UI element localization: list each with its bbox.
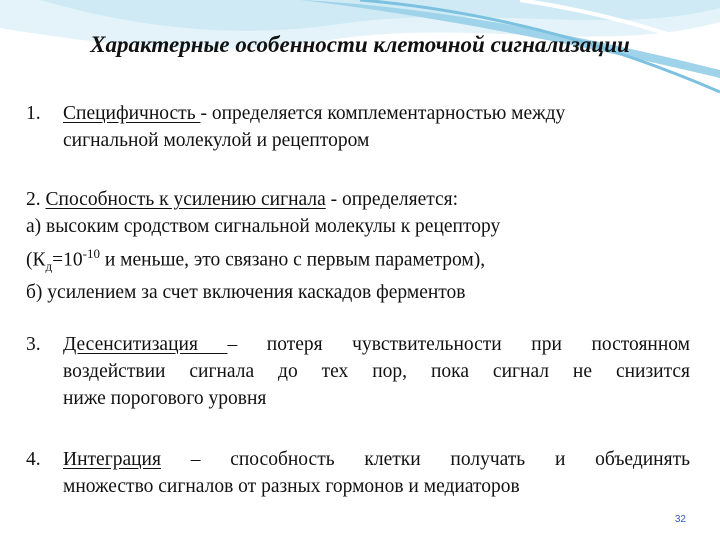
item-2-line-a: а) высоким сродством сигнальной молекулы к рецептору: [26, 216, 501, 237]
item-1-text: - определяется комплементарностью между: [200, 103, 566, 124]
item-1-number: 1.: [26, 103, 41, 124]
page-number: 32: [674, 514, 686, 525]
item-3-number: 3.: [26, 334, 41, 355]
kd-equals: =10: [52, 249, 83, 271]
item-1-line-1: [26, 100, 694, 127]
kd-open: (К: [26, 249, 46, 271]
item-2-line-b: б) усилением за счет включения каскадов ферментов: [26, 282, 466, 304]
kd-exponent: -10: [82, 246, 100, 261]
list-item-desensitization: [26, 331, 690, 412]
kd-subscript: д: [45, 258, 53, 274]
item-4-term: Интеграция: [63, 449, 161, 470]
item-3-text: – потеря чувствительности при постоянном: [227, 334, 690, 355]
item-2-number: 2.: [26, 189, 46, 210]
item-3-line-2: воздействии сигнала до тех пор, пока сигнал не снизится: [63, 361, 690, 382]
list-item-specificity: [26, 100, 694, 154]
item-2-term: Способность к усилению сигнала: [45, 189, 326, 210]
item-2-line-1: [26, 186, 694, 213]
item-2-line-kd: [26, 240, 694, 279]
list-item-amplification: [26, 186, 694, 306]
list-item-integration: [26, 446, 690, 500]
item-1-line-2: сигнальной молекулой и рецептором: [63, 130, 370, 151]
item-4-line-2: множество сигналов от разных гормонов и медиаторов: [63, 476, 520, 497]
item-4-text: – способность клетки получать и объединять: [160, 449, 690, 470]
item-1-term: Специфичность: [63, 103, 201, 124]
item-3-term: Десенситизация: [63, 334, 228, 355]
item-2-text: - определяется:: [325, 189, 459, 210]
slide-title: Характерные особенности клеточной сигнализации: [90, 32, 630, 57]
kd-text: и меньше, это связано с первым параметром),: [99, 249, 486, 271]
item-3-line-3: ниже порогового уровня: [63, 388, 267, 409]
item-4-line-1: [26, 446, 690, 473]
item-3-line-1: [26, 331, 690, 358]
item-4-number: 4.: [26, 449, 41, 470]
